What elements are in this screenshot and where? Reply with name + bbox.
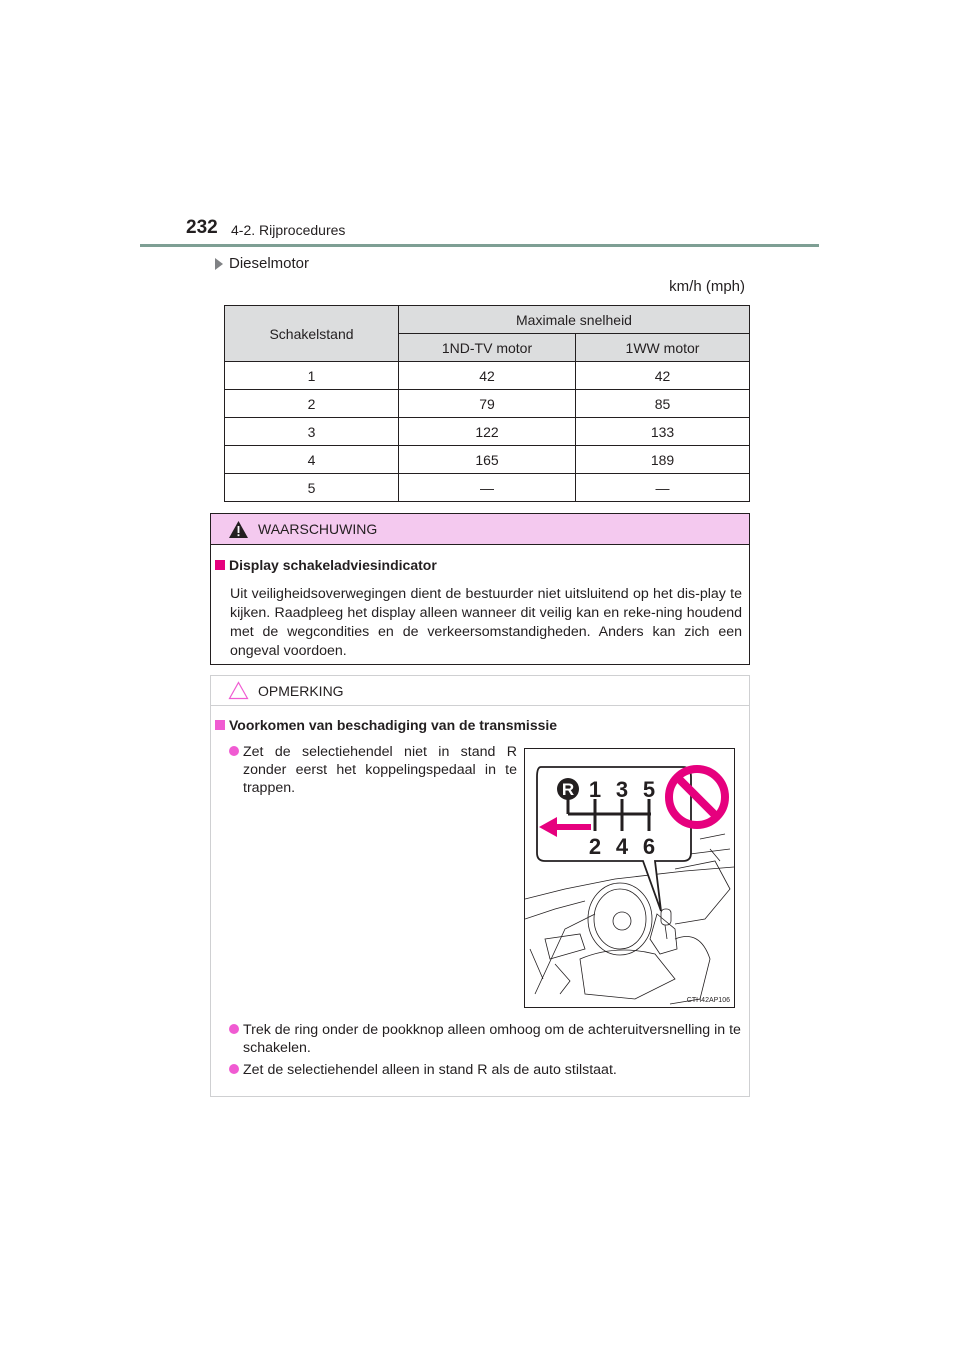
gear-label: 1 bbox=[588, 777, 602, 802]
caution-outline-icon bbox=[228, 681, 250, 701]
list-item bbox=[243, 1021, 745, 1057]
table-row bbox=[225, 418, 750, 446]
warning-heading-text: Display schakeladviesindicator bbox=[229, 557, 437, 573]
table-cell: 79 bbox=[399, 390, 576, 418]
table-cell: 189 bbox=[576, 446, 750, 474]
table-cell: 42 bbox=[399, 362, 576, 390]
list-item bbox=[243, 1061, 745, 1079]
table-cell: 1 bbox=[225, 362, 399, 390]
table-header-max-speed: Maximale snelheid bbox=[399, 306, 750, 334]
speed-table bbox=[224, 305, 750, 502]
table-subheader-engine-1: 1ND-TV motor bbox=[399, 334, 576, 362]
bullet-dot-icon bbox=[229, 746, 239, 756]
bullet-dot-icon bbox=[229, 1064, 239, 1074]
square-bullet-icon bbox=[215, 720, 225, 730]
gearshift-illustration bbox=[524, 748, 735, 1008]
table-cell: 133 bbox=[576, 418, 750, 446]
unit-label: km/h (mph) bbox=[669, 278, 745, 295]
note-label: OPMERKING bbox=[258, 682, 344, 699]
section-title: 4-2. Rijprocedures bbox=[231, 222, 346, 238]
warning-label: WAARSCHUWING bbox=[258, 521, 378, 537]
bullet-dot-icon bbox=[229, 1024, 239, 1034]
list-item-text: Zet de selectiehendel alleen in stand R als de auto stilstaat. bbox=[243, 1062, 617, 1078]
gearshift-drawing bbox=[525, 749, 734, 1007]
gear-label: 3 bbox=[615, 777, 629, 802]
list-item bbox=[243, 743, 517, 797]
table-row bbox=[225, 362, 750, 390]
warning-text: Uit veiligheidsoverwegingen dient de bestuurder niet uitsluitend op het dis-play te kijken. Raadpleeg het display alleen wanneer dit veilig kan en reke-ning houdend met de wegcondities en de verkeersomstandigheden. Anders kan zich een ongeval voordoen. bbox=[230, 586, 742, 659]
table-cell: 122 bbox=[399, 418, 576, 446]
warning-header bbox=[211, 514, 749, 545]
table-cell: 42 bbox=[576, 362, 750, 390]
table-cell: — bbox=[399, 474, 576, 502]
subheading-label: Dieselmotor bbox=[229, 255, 310, 272]
note-heading-text: Voorkomen van beschadiging van de transmissie bbox=[229, 717, 558, 733]
gear-label: 6 bbox=[642, 834, 656, 859]
warning-box bbox=[210, 513, 750, 665]
table-cell: 85 bbox=[576, 390, 750, 418]
note-header bbox=[211, 676, 749, 706]
figure-caption: CTH42AP106 bbox=[686, 997, 730, 1004]
table-cell: 3 bbox=[225, 418, 399, 446]
page-number: 232 bbox=[186, 217, 218, 238]
table-row bbox=[225, 446, 750, 474]
table-row bbox=[225, 474, 750, 502]
subheading-dieselmotor bbox=[215, 255, 309, 272]
table-header-gear: Schakelstand bbox=[225, 306, 399, 362]
table-cell: — bbox=[576, 474, 750, 502]
gear-label: 2 bbox=[588, 834, 602, 859]
table-cell: 5 bbox=[225, 474, 399, 502]
warning-triangle-icon bbox=[228, 519, 250, 539]
gear-label: 4 bbox=[615, 834, 629, 859]
list-item-text: Trek de ring onder de pookknop alleen omhoog om de achteruitversnelling in te schakelen. bbox=[243, 1022, 741, 1056]
square-bullet-icon bbox=[215, 560, 225, 570]
table-subheader-engine-2: 1WW motor bbox=[576, 334, 750, 362]
note-box bbox=[210, 675, 750, 1097]
note-heading bbox=[215, 717, 557, 733]
reverse-gear-label: R bbox=[561, 780, 575, 799]
header-rule bbox=[140, 244, 819, 247]
table-row bbox=[225, 390, 750, 418]
gear-label: 5 bbox=[642, 777, 656, 802]
warning-heading bbox=[215, 557, 437, 573]
list-item-text: Zet de selectiehendel niet in stand R zonder eerst het koppelingspedaal in te trappen. bbox=[243, 744, 517, 796]
table-cell: 4 bbox=[225, 446, 399, 474]
table-cell: 165 bbox=[399, 446, 576, 474]
table-cell: 2 bbox=[225, 390, 399, 418]
triangle-bullet-icon bbox=[215, 258, 223, 270]
